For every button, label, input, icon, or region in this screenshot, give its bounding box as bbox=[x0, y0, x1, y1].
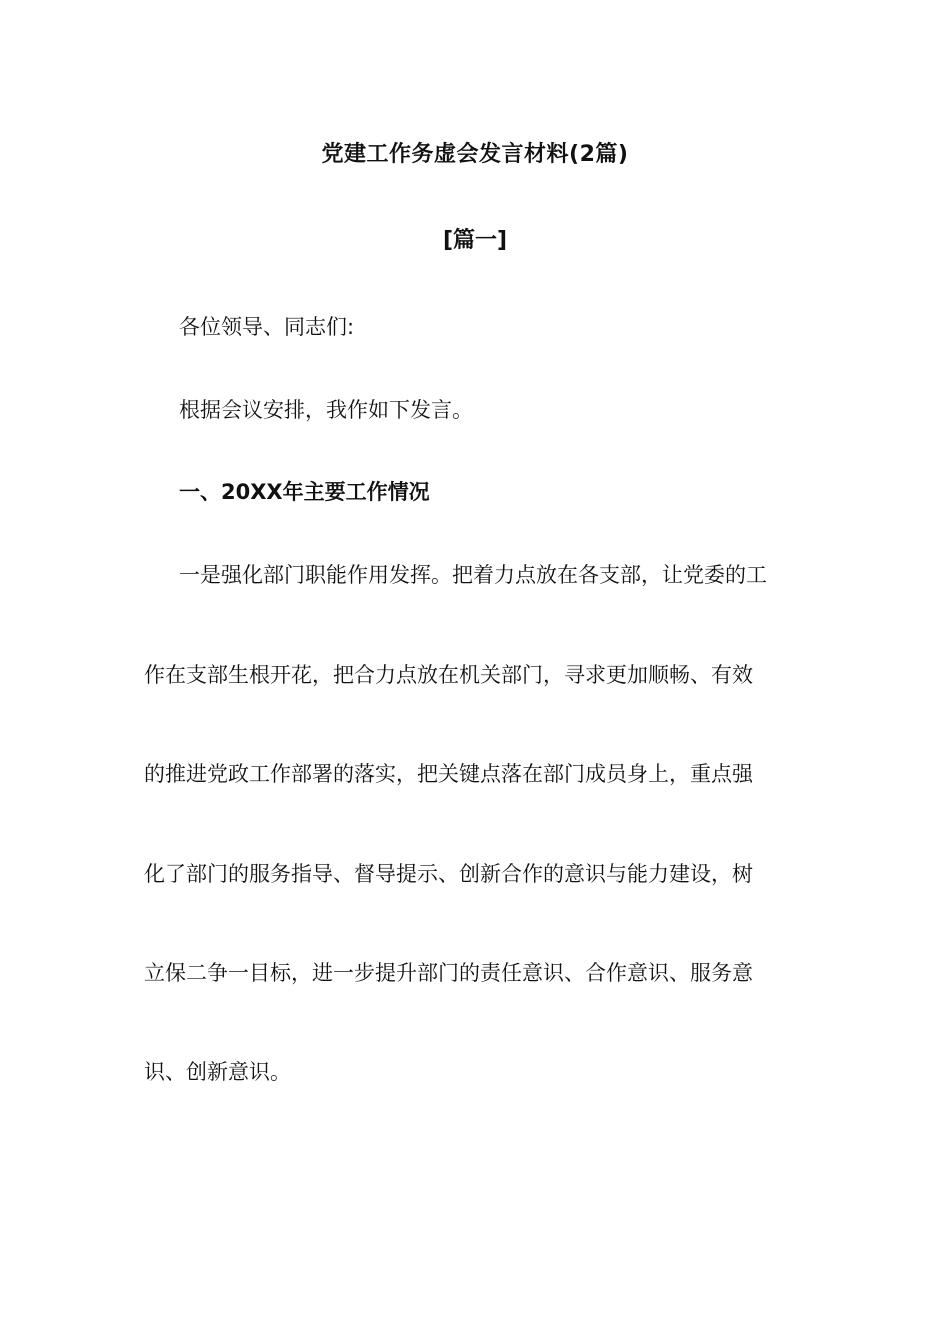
section-heading: 一、20XX年主要工作情况 bbox=[179, 480, 430, 504]
section-label: [篇一] bbox=[442, 228, 508, 253]
paragraph-line: 化了部门的服务指导、督导提示、创新合作的意识与能力建设，树 bbox=[144, 862, 753, 886]
paragraph-line: 作在支部生根开花，把合力点放在机关部门，寻求更加顺畅、有效 bbox=[144, 663, 753, 687]
paragraph-line: 一是强化部门职能作用发挥。把着力点放在各支部，让党委的工 bbox=[179, 563, 767, 587]
paragraph-line: 识、创新意识。 bbox=[144, 1060, 291, 1084]
document-title: 党建工作务虚会发言材料(2篇) bbox=[321, 142, 629, 167]
intro-text: 根据会议安排，我作如下发言。 bbox=[179, 398, 473, 422]
salutation: 各位领导、同志们: bbox=[179, 315, 355, 339]
paragraph-line: 立保二争一目标，进一步提升部门的责任意识、合作意识、服务意 bbox=[144, 961, 753, 985]
paragraph-line: 的推进党政工作部署的落实，把关键点落在部门成员身上，重点强 bbox=[144, 762, 753, 786]
